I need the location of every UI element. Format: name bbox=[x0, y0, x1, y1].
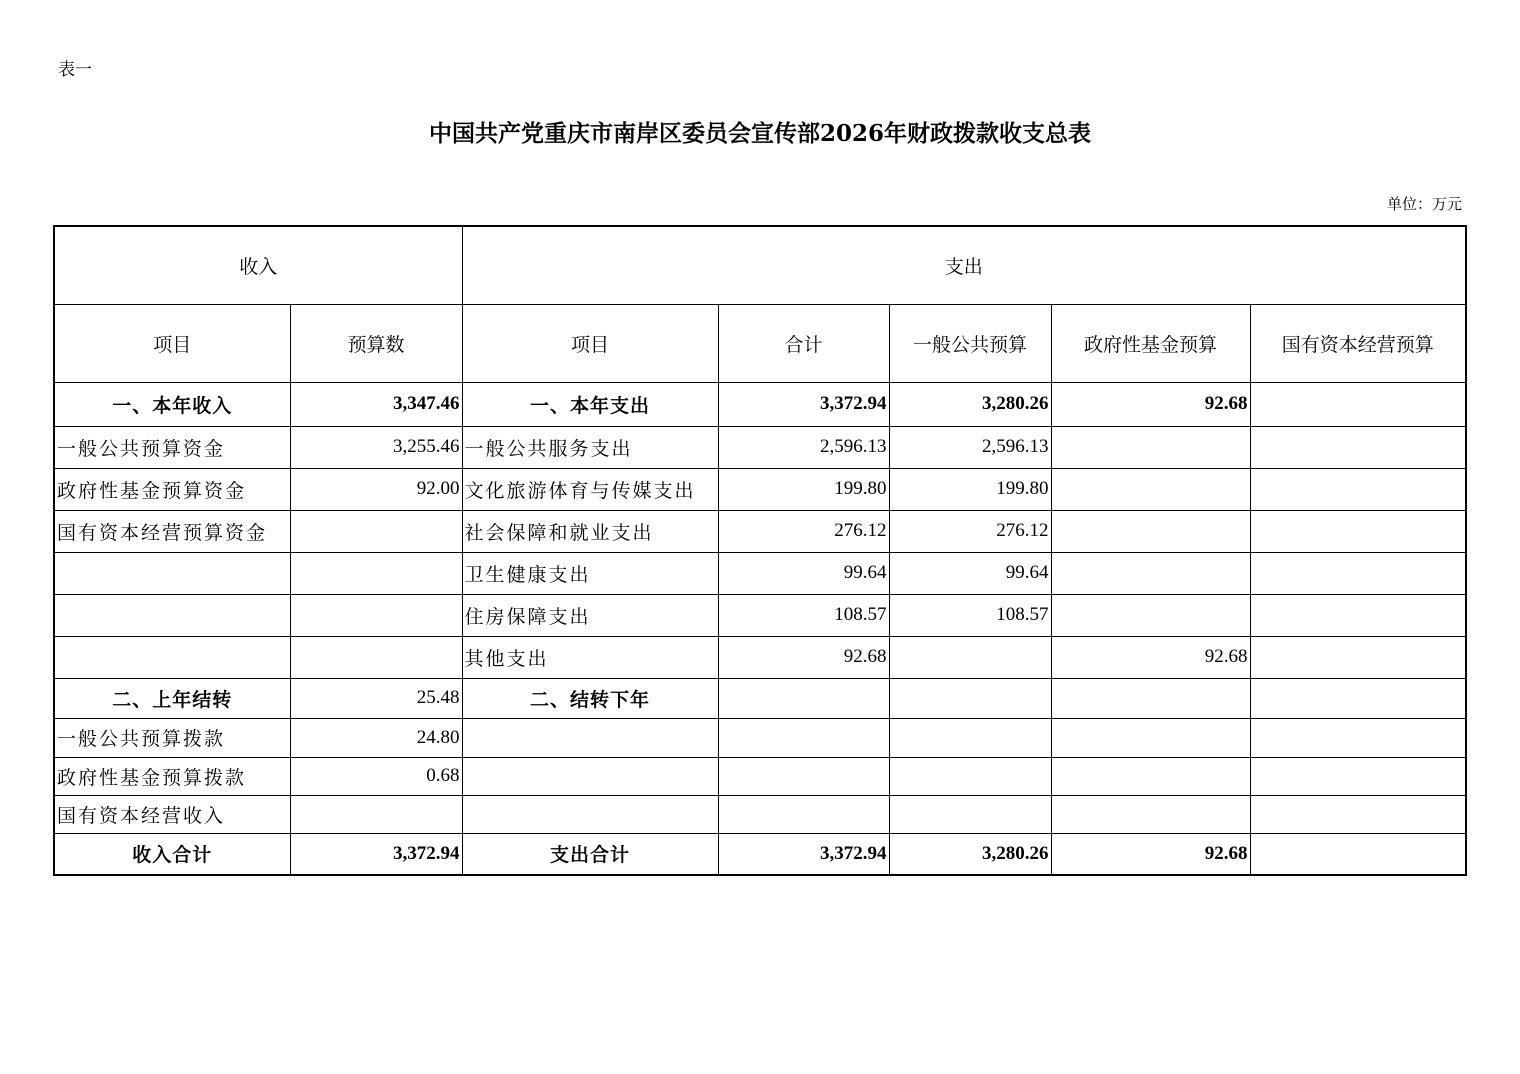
total-value-cell bbox=[718, 757, 889, 795]
expense-item-cell: 支出合计 bbox=[462, 833, 718, 875]
gov-fund-budget-header: 政府性基金预算 bbox=[1051, 304, 1250, 382]
general-budget-cell bbox=[889, 757, 1051, 795]
expense-item-cell: 社会保障和就业支出 bbox=[462, 510, 718, 552]
expense-item-cell bbox=[462, 757, 718, 795]
total-value-cell: 99.64 bbox=[718, 552, 889, 594]
table-row bbox=[54, 468, 1466, 510]
unit-label: 单位：万元 bbox=[1386, 195, 1462, 213]
expense-group-header: 支出 bbox=[462, 226, 1466, 304]
table-row bbox=[54, 795, 1466, 833]
table-row bbox=[54, 552, 1466, 594]
total-value-cell: 276.12 bbox=[718, 510, 889, 552]
state-capital-cell bbox=[1250, 382, 1466, 426]
income-item-cell: 国有资本经营预算资金 bbox=[54, 510, 290, 552]
income-group-header: 收入 bbox=[54, 226, 462, 304]
gov-fund-cell bbox=[1051, 757, 1250, 795]
income-budget-header: 预算数 bbox=[290, 304, 462, 382]
total-value-cell: 3,372.94 bbox=[718, 833, 889, 875]
budget-summary-table bbox=[53, 225, 1467, 876]
income-value-cell bbox=[290, 594, 462, 636]
income-value-cell: 3,255.46 bbox=[290, 426, 462, 468]
income-value-cell bbox=[290, 795, 462, 833]
state-capital-cell bbox=[1250, 594, 1466, 636]
state-capital-cell bbox=[1250, 678, 1466, 718]
state-capital-cell bbox=[1250, 510, 1466, 552]
income-item-cell: 政府性基金预算资金 bbox=[54, 468, 290, 510]
document-title: 中国共产党重庆市南岸区委员会宣传部2026年财政拨款收支总表 bbox=[428, 120, 1091, 147]
table-row bbox=[54, 678, 1466, 718]
expense-item-cell: 其他支出 bbox=[462, 636, 718, 678]
income-item-cell: 一般公共预算拨款 bbox=[54, 718, 290, 757]
table-row bbox=[54, 833, 1466, 875]
table-row bbox=[54, 594, 1466, 636]
gov-fund-cell bbox=[1051, 426, 1250, 468]
general-budget-cell bbox=[889, 718, 1051, 757]
general-budget-cell: 108.57 bbox=[889, 594, 1051, 636]
gov-fund-cell bbox=[1051, 594, 1250, 636]
expense-item-cell: 一般公共服务支出 bbox=[462, 426, 718, 468]
gov-fund-cell: 92.68 bbox=[1051, 833, 1250, 875]
state-capital-cell bbox=[1250, 552, 1466, 594]
gov-fund-cell bbox=[1051, 795, 1250, 833]
general-budget-cell bbox=[889, 795, 1051, 833]
income-item-header: 项目 bbox=[54, 304, 290, 382]
state-capital-cell bbox=[1250, 426, 1466, 468]
state-capital-cell bbox=[1250, 468, 1466, 510]
total-value-cell: 92.68 bbox=[718, 636, 889, 678]
table-row bbox=[54, 757, 1466, 795]
state-capital-budget-header: 国有资本经营预算 bbox=[1250, 304, 1466, 382]
expense-item-cell: 一、本年支出 bbox=[462, 382, 718, 426]
general-budget-cell: 99.64 bbox=[889, 552, 1051, 594]
gov-fund-cell bbox=[1051, 468, 1250, 510]
income-value-cell: 0.68 bbox=[290, 757, 462, 795]
income-value-cell bbox=[290, 552, 462, 594]
gov-fund-cell bbox=[1051, 718, 1250, 757]
general-budget-cell bbox=[889, 678, 1051, 718]
income-value-cell: 24.80 bbox=[290, 718, 462, 757]
header-row-groups bbox=[54, 226, 1466, 304]
general-budget-cell: 2,596.13 bbox=[889, 426, 1051, 468]
income-item-cell: 一、本年收入 bbox=[54, 382, 290, 426]
state-capital-cell bbox=[1250, 795, 1466, 833]
expense-item-header: 项目 bbox=[462, 304, 718, 382]
gov-fund-cell: 92.68 bbox=[1051, 636, 1250, 678]
general-budget-cell: 276.12 bbox=[889, 510, 1051, 552]
general-budget-header: 一般公共预算 bbox=[889, 304, 1051, 382]
income-item-cell bbox=[54, 552, 290, 594]
income-item-cell: 收入合计 bbox=[54, 833, 290, 875]
table-body bbox=[54, 382, 1466, 875]
income-item-cell: 国有资本经营收入 bbox=[54, 795, 290, 833]
income-value-cell bbox=[290, 510, 462, 552]
state-capital-cell bbox=[1250, 718, 1466, 757]
income-item-cell: 政府性基金预算拨款 bbox=[54, 757, 290, 795]
table-row bbox=[54, 426, 1466, 468]
total-header: 合计 bbox=[718, 304, 889, 382]
income-value-cell bbox=[290, 636, 462, 678]
gov-fund-cell: 92.68 bbox=[1051, 382, 1250, 426]
expense-item-cell: 二、结转下年 bbox=[462, 678, 718, 718]
table-row bbox=[54, 382, 1466, 426]
income-value-cell: 25.48 bbox=[290, 678, 462, 718]
income-item-cell bbox=[54, 594, 290, 636]
state-capital-cell bbox=[1250, 636, 1466, 678]
expense-item-cell: 卫生健康支出 bbox=[462, 552, 718, 594]
general-budget-cell: 199.80 bbox=[889, 468, 1051, 510]
income-item-cell: 二、上年结转 bbox=[54, 678, 290, 718]
state-capital-cell bbox=[1250, 833, 1466, 875]
general-budget-cell: 3,280.26 bbox=[889, 382, 1051, 426]
table-row bbox=[54, 636, 1466, 678]
total-value-cell bbox=[718, 718, 889, 757]
general-budget-cell: 3,280.26 bbox=[889, 833, 1051, 875]
total-value-cell bbox=[718, 678, 889, 718]
total-value-cell: 108.57 bbox=[718, 594, 889, 636]
state-capital-cell bbox=[1250, 757, 1466, 795]
total-value-cell: 199.80 bbox=[718, 468, 889, 510]
income-value-cell: 3,372.94 bbox=[290, 833, 462, 875]
income-item-cell: 一般公共预算资金 bbox=[54, 426, 290, 468]
total-value-cell: 3,372.94 bbox=[718, 382, 889, 426]
income-value-cell: 3,347.46 bbox=[290, 382, 462, 426]
gov-fund-cell bbox=[1051, 510, 1250, 552]
table-row bbox=[54, 718, 1466, 757]
total-value-cell bbox=[718, 795, 889, 833]
expense-item-cell: 文化旅游体育与传媒支出 bbox=[462, 468, 718, 510]
expense-item-cell bbox=[462, 718, 718, 757]
table-number-label: 表一 bbox=[58, 60, 92, 80]
total-value-cell: 2,596.13 bbox=[718, 426, 889, 468]
header-row-columns bbox=[54, 304, 1466, 382]
general-budget-cell bbox=[889, 636, 1051, 678]
gov-fund-cell bbox=[1051, 678, 1250, 718]
income-value-cell: 92.00 bbox=[290, 468, 462, 510]
expense-item-cell bbox=[462, 795, 718, 833]
expense-item-cell: 住房保障支出 bbox=[462, 594, 718, 636]
table-row bbox=[54, 510, 1466, 552]
gov-fund-cell bbox=[1051, 552, 1250, 594]
income-item-cell bbox=[54, 636, 290, 678]
